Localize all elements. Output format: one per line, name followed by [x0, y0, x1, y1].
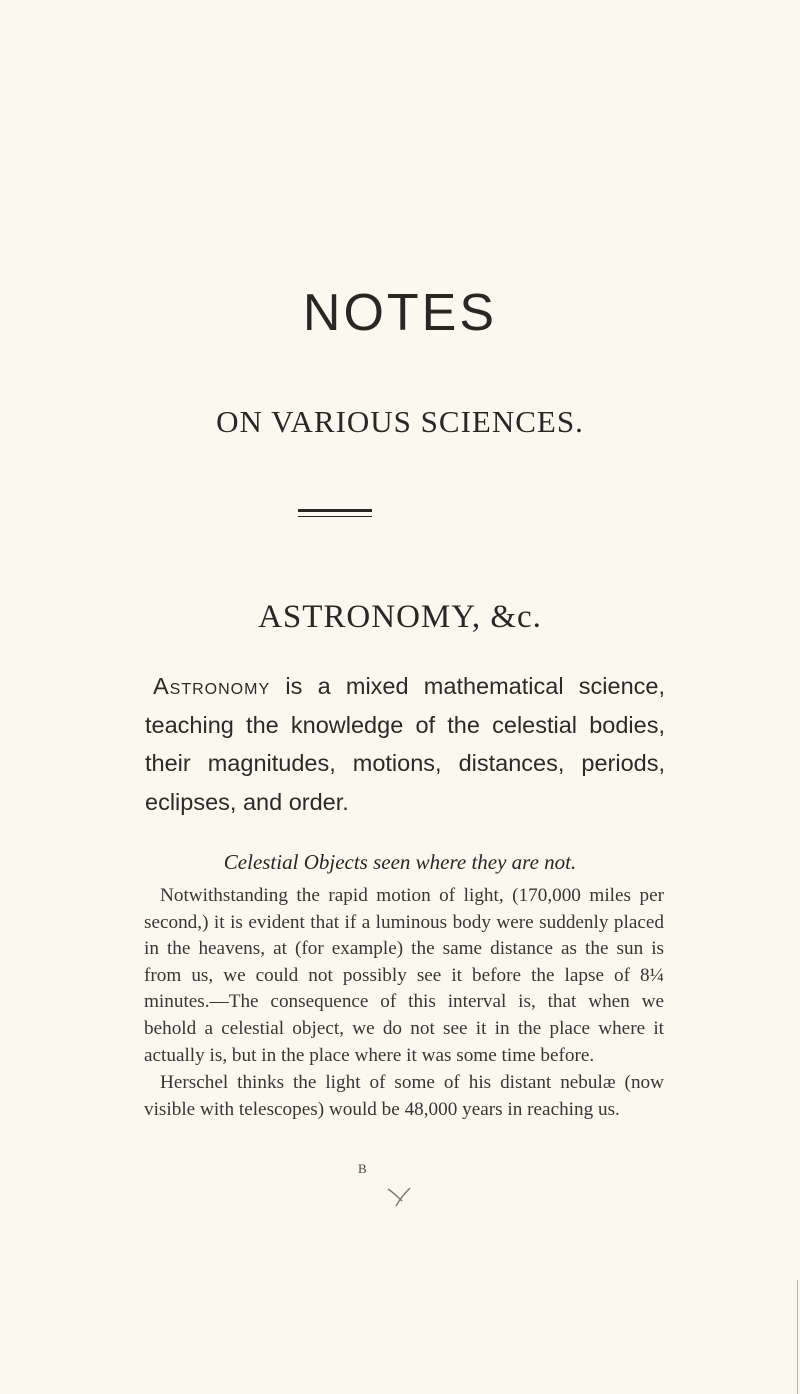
intro-lead-word: Astronomy: [153, 673, 271, 699]
signature-mark: B: [358, 1161, 367, 1176]
body-paragraph-1: Notwithstanding the rapid motion of light, (170,000 miles per second,) it is evident that if a luminous body were suddenly placed in the heavens, at (for example) the same distance as the sun is from us, we could not possibly see it before the lapse of 8¼ minutes.—The consequence of this interval is, that when we behold a celestial object, we do not see it in the place where it actually is, but in the place where it was some time before.: [144, 885, 664, 1066]
intro-paragraph: [145, 667, 665, 821]
intro-text: is a mixed mathematical science, teaching the knowledge of the celestial bodies, their magnitudes, motions, distances, periods, eclipses, and order.: [145, 673, 665, 815]
page-title: NOTES: [302, 284, 498, 342]
sub-heading: Celestial Objects seen where they are not.: [223, 850, 577, 874]
page-subtitle: ON VARIOUS SCIENCES.: [216, 404, 584, 439]
section-heading: ASTRONOMY, &c.: [258, 599, 542, 635]
handwritten-cross-mark-icon: [384, 1185, 416, 1209]
page-edge-line: [797, 1280, 798, 1394]
title-rule: [298, 509, 372, 517]
body-paragraph-2: Herschel thinks the light of some of his distant nebulæ (now visible with telescopes) would be 48,000 years in reaching us.: [144, 1072, 664, 1120]
